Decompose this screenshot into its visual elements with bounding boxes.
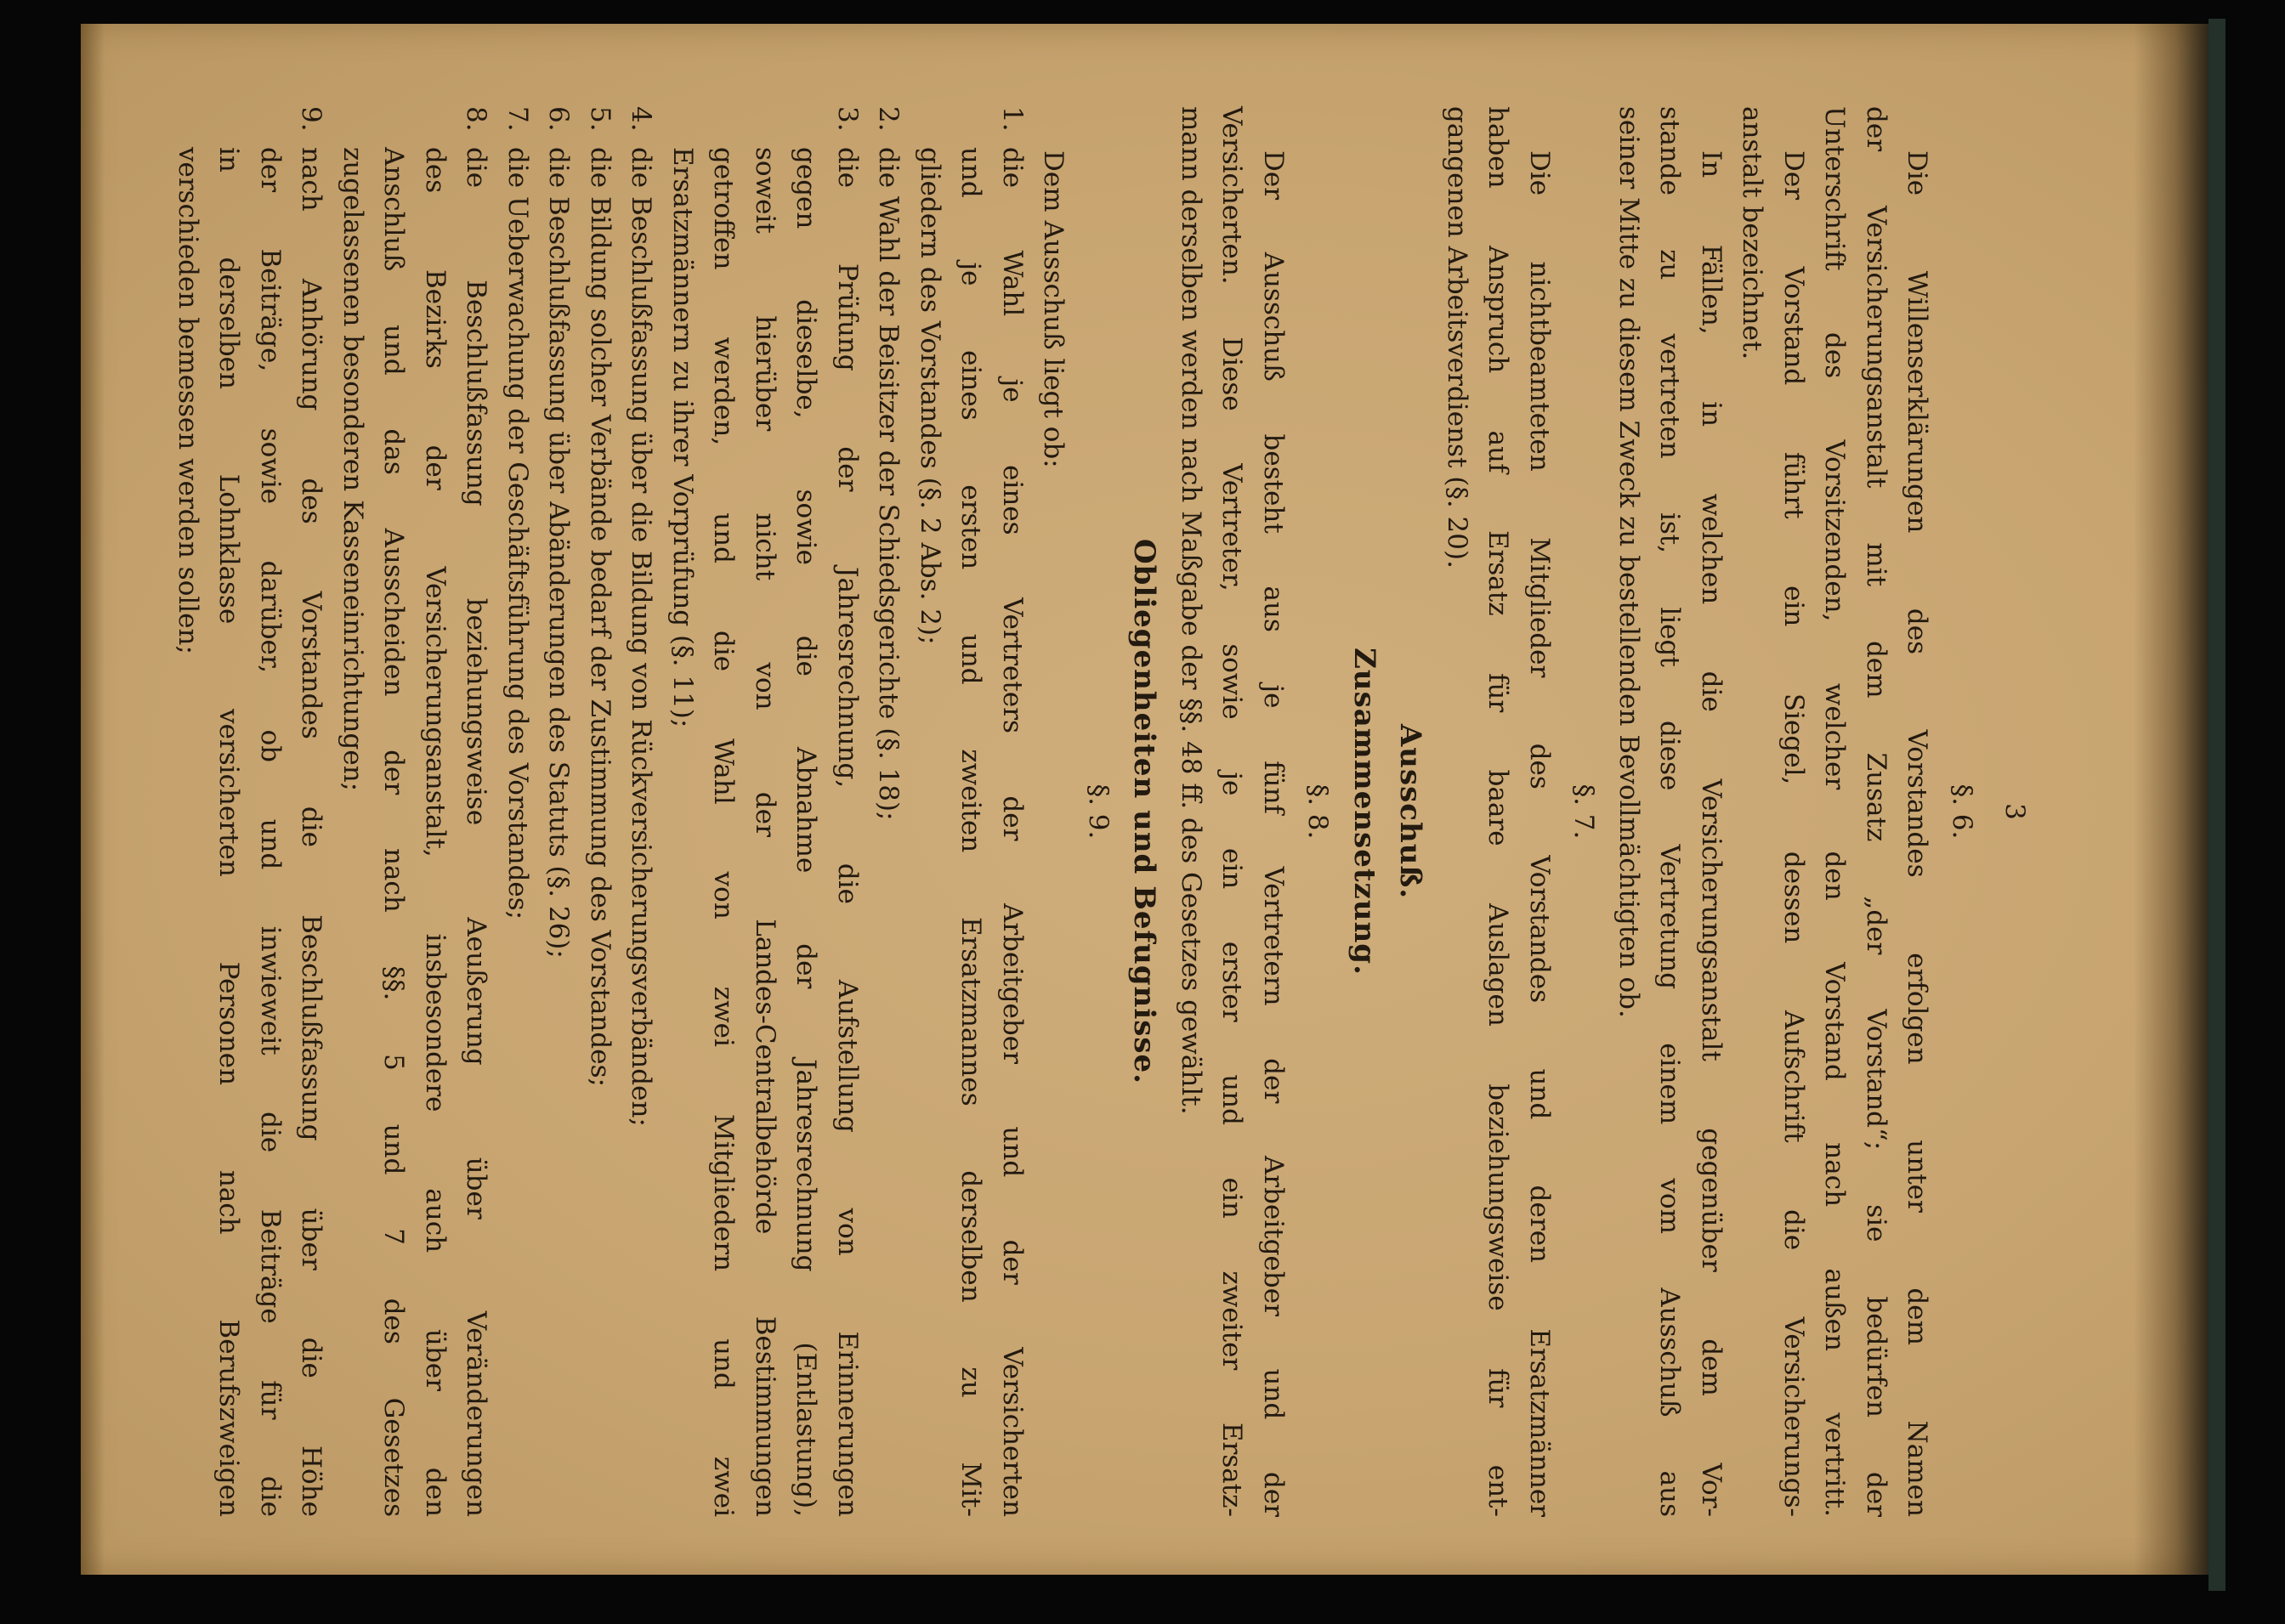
list-item	[662, 106, 869, 1517]
page-gutter	[2134, 24, 2210, 1575]
text-line: anstalt bezeichnet.	[1737, 106, 1768, 360]
text-line: haben Anspruch auf Ersatz für baare Auslagen beziehungsweise für ent-	[1483, 106, 1514, 1517]
text-line: und je eines ersten und zweiten Ersatzmannes derselben zu Mit-	[955, 147, 987, 1517]
list-item	[621, 106, 662, 1517]
item-number: 1.	[997, 106, 1028, 132]
duties-list	[167, 106, 1034, 1517]
text-line: nach Anhörung des Vorstandes die Beschlußfassung über die Höhe	[296, 147, 327, 1517]
text-line: Ersatzmännern zu ihrer Vorprüfung (§. 11);	[667, 147, 698, 728]
text-line: stande zu vertreten ist, liegt diese Vertretung einem vom Ausschuß aus	[1654, 106, 1686, 1517]
text-line: mann derselben werden nach Maßgabe der §§. 48 ff. des Gesetzes gewählt.	[1176, 106, 1206, 1115]
page-number: 3	[1999, 803, 2030, 820]
list-item	[580, 106, 621, 1517]
section-9-intro: Dem Ausschuß liegt ob:	[1038, 150, 1069, 468]
section-8-text	[1171, 106, 1295, 1517]
text-line: die Bildung solcher Verbände bedarf der Zustimmung des Vorstandes;	[585, 147, 615, 1087]
text-line: zugelassenen besonderen Kasseneinrichtungen;	[337, 147, 368, 792]
text-line: seiner Mitte zu diesem Zweck zu bestellenden Bevollmächtigten ob.	[1613, 106, 1644, 1018]
item-number: 5.	[585, 106, 615, 132]
list-item	[167, 106, 332, 1517]
item-number: 8.	[461, 106, 492, 132]
text-line: verschieden bemessen werden sollen;	[173, 147, 203, 654]
list-item	[910, 106, 1034, 1517]
list-item	[332, 106, 497, 1517]
item-number: 2.	[873, 106, 904, 132]
book-spine	[2208, 19, 2225, 1591]
item-number: 3.	[832, 106, 863, 132]
text-line: in derselben Lohnklasse versicherten Personen nach Berufszweigen	[213, 147, 245, 1517]
text-line: Die Willenserklärungen des Vorstandes erfolgen unter dem Namen	[1902, 150, 1933, 1517]
text-line: die Ueberwachung der Geschäftsführung des Vorstandes;	[502, 147, 533, 920]
item-number: 4.	[626, 106, 657, 132]
section-6-text	[1608, 106, 1938, 1517]
list-item	[868, 106, 910, 1517]
text-line: die Beschlußfassung beziehungsweise Aeußerung über Veränderungen	[461, 147, 492, 1517]
text-line: des Bezirks der Versicherungsanstalt, insbesondere auch über den	[420, 147, 451, 1517]
text-line: Der Ausschuß besteht aus je fünf Vertretern der Arbeitgeber und der	[1258, 150, 1289, 1517]
text-line: soweit hierüber nicht von der Landes-Centralbehörde Bestimmungen	[750, 147, 780, 1517]
item-number: 6.	[543, 106, 575, 132]
text-line: der Beiträge, sowie darüber, ob und inwieweit die Beiträge für die	[255, 147, 286, 1517]
heading-obliegenheiten: Obliegenheiten und Befugnisse.	[1127, 538, 1162, 1085]
subheading-zusammensetzung: Zusammensetzung.	[1347, 648, 1381, 976]
text-line: getroffen werden, und die Wahl von zwei Mitgliedern und zwei	[708, 147, 740, 1517]
text-line: In Fällen, in welchen die Versicherungsanstalt gegenüber dem Vor-	[1696, 150, 1727, 1517]
section-9-number: §. 9.	[1083, 784, 1114, 840]
page-text	[173, 106, 2035, 1517]
list-item	[538, 106, 580, 1517]
section-7-text	[1437, 106, 1561, 1517]
text-line: gangenen Arbeitsverdienst (§. 20).	[1442, 106, 1472, 569]
text-line: Anschluß und das Ausscheiden der nach §§. 5 und 7 des Gesetzes	[378, 147, 410, 1517]
text-line: Unterschrift des Vorsitzenden, welcher den Vorstand nach außen vertritt.	[1819, 106, 1851, 1517]
text-line: die Prüfung der Jahresrechnung, die Aufstellung von Erinnerungen	[832, 147, 863, 1517]
text-line: Versicherten. Diese Vertreter, sowie je ein erster und ein zweiter Ersatz-	[1216, 106, 1248, 1517]
text-line: die Beschlußfassung über die Bildung von Rückversicherungsverbänden;	[626, 147, 657, 1127]
text-line: der Versicherungsanstalt mit dem Zusatz „der Vorstand“; sie bedürfen der	[1861, 106, 1891, 1517]
text-line: die Wahl je eines Vertreters der Arbeitgeber und der Versicherten	[997, 147, 1028, 1517]
text-line: die Wahl der Beisitzer der Schiedsgerichte (§. 18);	[873, 147, 904, 821]
section-6-number: §. 6.	[1947, 784, 1977, 840]
section-7-number: §. 7.	[1568, 784, 1600, 840]
text-line: die Beschlußfassung über Abänderungen des Statuts (§. 26);	[543, 147, 575, 959]
text-line: Die nichtbeamteten Mitglieder des Vorstandes und deren Ersatzmänner	[1524, 150, 1555, 1517]
text-line: Der Vorstand führt ein Siegel, dessen Aufschrift die Versicherungs-	[1778, 150, 1809, 1517]
text-line: gegen dieselbe, sowie die Abnahme der Jahresrechnung (Entlastung),	[791, 147, 822, 1517]
item-number: 7.	[502, 106, 533, 132]
page-edge-shadow	[81, 24, 105, 1575]
item-number: 9.	[296, 106, 327, 132]
heading-ausschuss: Ausschuß.	[1393, 723, 1428, 900]
text-line: gliedern des Vorstandes (§. 2 Abs. 2);	[915, 147, 945, 645]
list-item	[497, 106, 539, 1517]
section-8-number: §. 8.	[1302, 784, 1334, 840]
